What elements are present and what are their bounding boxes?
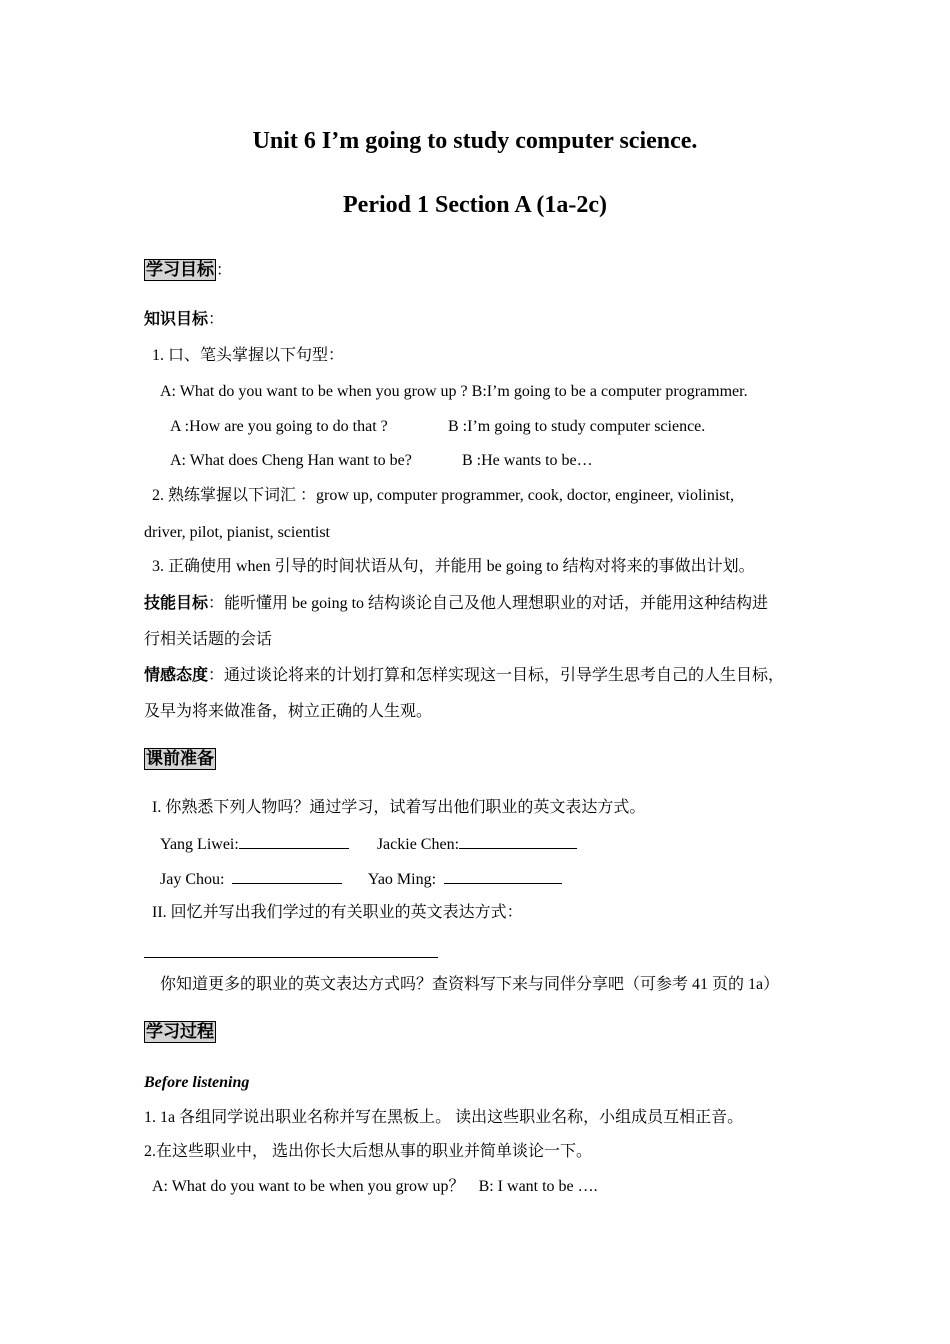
goal-item-1: 1. 口、笔头掌握以下句型：: [152, 347, 345, 364]
emotion-goal-cont: 及早为将来做准备，树立正确的人生观。: [144, 703, 433, 720]
sentence-1: A: What do you want to be when you grow up ? B:I’m going to be a computer programmer.: [160, 383, 748, 400]
skill-label: 技能目标: [144, 595, 209, 612]
name-yao-ming: Yao Ming:: [367, 871, 437, 888]
document-subtitle: Period 1 Section A (1a-2c): [343, 192, 607, 218]
answer-blank[interactable]: [444, 869, 562, 884]
skill-text: ：能听懂用 be going to 结构谈论自己及他人理想职业的对话，并能用这种结构进: [208, 595, 769, 612]
goals-heading: 学习目标: [146, 260, 214, 279]
knowledge-label: 知识目标: [144, 311, 209, 328]
prep-question-2: II. 回忆并写出我们学过的有关职业的英文表达方式：: [152, 904, 523, 921]
emotion-text: ：通过谈论将来的计划打算和怎样实现这一目标，引导学生思考自己的人生目标，: [208, 667, 785, 684]
name-jackie-chen: Jackie Chen:: [376, 836, 460, 853]
sentence-3b: B :He wants to be…: [462, 452, 593, 469]
answer-line[interactable]: [144, 957, 438, 958]
name-row-1: [160, 834, 577, 855]
name-row-2: [160, 869, 562, 890]
prep-heading-line: [144, 748, 216, 770]
prep-question-1: I. 你熟悉下列人物吗？通过学习，试着写出他们职业的英文表达方式。: [152, 799, 646, 816]
emotion-label: 情感态度: [144, 667, 209, 684]
prep-more: 你知道更多的职业的英文表达方式吗？查资料写下来与同伴分享吧（可参考 41 页的 1a）: [160, 976, 780, 993]
process-dialogue: [152, 1177, 598, 1197]
goal-item-2: 2. 熟练掌握以下词汇 ：grow up, computer programmer, cook, doctor, engineer, violinist,: [152, 487, 734, 504]
dialogue-a: A: What do you want to be when you grow up？: [152, 1178, 465, 1195]
knowledge-line: [144, 310, 224, 330]
process-step-2: 2.在这些职业中， 选出你长大后想从事的职业并简单谈论一下。: [144, 1143, 593, 1160]
answer-blank[interactable]: [232, 869, 342, 884]
dialogue-b: B: I want to be ….: [478, 1178, 598, 1195]
emotion-goal-line: [144, 666, 784, 686]
before-listening-heading: Before listening: [144, 1074, 250, 1091]
process-heading-line: [144, 1021, 216, 1043]
name-jay-chou: Jay Chou:: [160, 871, 225, 888]
sentence-2b: B :I’m going to study computer science.: [448, 418, 706, 435]
name-yang-liwei: Yang Liwei:: [160, 836, 239, 853]
goal-item-2-cont: driver, pilot, pianist, scientist: [144, 524, 330, 541]
sentence-2a: A :How are you going to do that ?: [170, 418, 388, 435]
goals-colon: ：: [216, 262, 233, 279]
skill-goal-cont: 行相关话题的会话: [144, 631, 273, 648]
skill-goal-line: [144, 594, 768, 614]
prep-heading: 课前准备: [146, 749, 214, 768]
goals-heading-line: [144, 259, 232, 281]
process-heading: 学习过程: [146, 1022, 214, 1041]
process-step-1: 1. 1a 各组同学说出职业名称并写在黑板上。 读出这些职业名称，小组成员互相正音。: [144, 1109, 744, 1126]
answer-blank[interactable]: [459, 834, 577, 849]
knowledge-colon: ：: [208, 311, 225, 328]
answer-blank[interactable]: [239, 834, 349, 849]
sentence-3a: A: What does Cheng Han want to be?: [170, 452, 412, 469]
document-title: Unit 6 I’m going to study computer science.: [252, 128, 698, 154]
goal-item-3: 3. 正确使用 when 引导的时间状语从句，并能用 be going to 结构对将来的事做出计划。: [152, 558, 755, 575]
